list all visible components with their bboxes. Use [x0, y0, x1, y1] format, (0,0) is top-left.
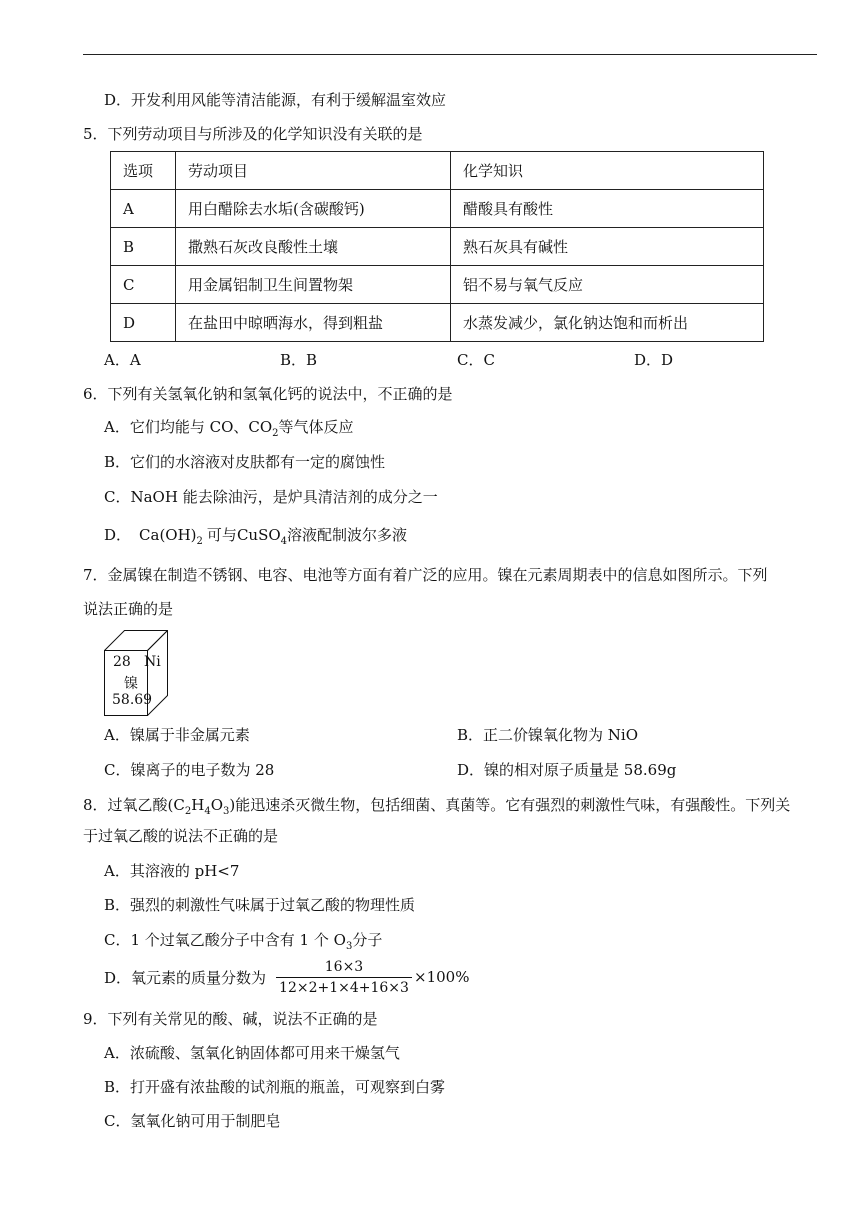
table-cell: C: [111, 266, 176, 304]
q5-answer-c: C．C: [457, 351, 495, 369]
stem-text: O: [210, 796, 224, 814]
fraction-numerator: 16×3: [324, 959, 364, 975]
q5-answer-d: D．D: [634, 351, 674, 369]
atomic-mass: 58.69: [112, 692, 153, 708]
q5-stem: 5．下列劳动项目与所涉及的化学知识没有关联的是: [83, 125, 423, 143]
fraction-bar: [276, 977, 412, 978]
option-text: 溶液配制波尔多液: [287, 526, 408, 544]
q8-option-c: [104, 930, 382, 957]
q4-option-d: D．开发利用风能等清洁能源，有利于缓解温室效应: [104, 91, 447, 109]
q8-option-a: A．其溶液的 pH<7: [104, 862, 240, 880]
table-row: [111, 266, 764, 304]
option-text: C．1 个过氧乙酸分子中含有 1 个 O: [104, 931, 346, 949]
q9-option-c: C．氢氧化钠可用于制肥皂: [104, 1112, 281, 1130]
header-rule: [83, 54, 817, 55]
q7-stem-line2: 说法正确的是: [83, 600, 174, 618]
q8-stem-line2: 于过氧乙酸的说法不正确的是: [83, 827, 279, 845]
q6-option-a: [104, 417, 354, 444]
q7-option-c: C．镍离子的电子数为 28: [104, 761, 275, 779]
stem-text: H: [191, 796, 205, 814]
q7-option-d: D．镍的相对原子质量是 58.69g: [457, 761, 677, 779]
q9-option-a: A．浓硫酸、氢氧化钠固体都可用来干燥氢气: [104, 1044, 400, 1062]
subscript: 4: [204, 806, 211, 817]
q6-option-c: C．NaOH 能去除油污，是炉具清洁剂的成分之一: [104, 488, 438, 506]
stem-text: )能迅速杀灭微生物，包括细菌、真菌等。它有强烈的刺激性气味，有强酸性。下列关: [229, 796, 791, 814]
element-symbol: Ni: [144, 654, 161, 670]
q8-option-b: B．强烈的刺激性气味属于过氧乙酸的物理性质: [104, 896, 416, 914]
q5-answer-b: B．B: [280, 351, 318, 369]
q8-option-d-label: D．氧元素的质量分数为: [104, 969, 267, 987]
atomic-number: 28: [113, 654, 131, 670]
q6-option-d: [104, 525, 407, 552]
subscript: 4: [280, 536, 288, 547]
table-cell: B: [111, 228, 176, 266]
table-cell: 水蒸发减少，氯化钠达饱和而析出: [451, 304, 764, 342]
element-name: 镍: [124, 676, 138, 692]
q7-option-a: A．镍属于非金属元素: [104, 726, 250, 744]
table-header-cell: 化学知识: [451, 152, 764, 190]
q5-table: [110, 151, 764, 342]
table-cell: 熟石灰具有碱性: [451, 228, 764, 266]
option-text: 等气体反应: [278, 418, 354, 436]
option-text: D．: [104, 526, 132, 544]
table-cell: D: [111, 304, 176, 342]
table-cell: A: [111, 190, 176, 228]
q6-option-b: B．它们的水溶液对皮肤都有一定的腐蚀性: [104, 453, 386, 471]
table-cell: 用金属铝制卫生间置物架: [176, 266, 451, 304]
table-header-cell: 劳动项目: [176, 152, 451, 190]
subscript: 2: [184, 806, 192, 817]
table-cell: 用白醋除去水垢(含碳酸钙): [176, 190, 451, 228]
table-row: [111, 190, 764, 228]
table-cell: 醋酸具有酸性: [451, 190, 764, 228]
table-cell: 撒熟石灰改良酸性土壤: [176, 228, 451, 266]
subscript: 2: [196, 536, 203, 547]
q5-answer-a: A．A: [104, 351, 141, 369]
formula: Ca(OH): [139, 526, 197, 544]
subscript: 3: [345, 941, 353, 952]
option-text: 分子: [352, 931, 383, 949]
subscript: 2: [272, 428, 279, 439]
table-row: [111, 228, 764, 266]
stem-text: 8．过氧乙酸(C: [83, 796, 185, 814]
fraction-denominator: 12×2+1×4+16×3: [279, 980, 409, 996]
q9-stem: 9．下列有关常见的酸、碱，说法不正确的是: [83, 1010, 378, 1028]
table-row: [111, 304, 764, 342]
formula: CuSO: [236, 526, 281, 544]
percent-factor: ×100%: [414, 968, 470, 986]
q7-option-b: B．正二价镍氧化物为 NiO: [457, 726, 639, 744]
table-cell: 铝不易与氧气反应: [451, 266, 764, 304]
q7-stem-line1: 7．金属镍在制造不锈钢、电容、电池等方面有着广泛的应用。镍在元素周期表中的信息如图所示。下列: [83, 566, 768, 584]
table-header-row: [111, 152, 764, 190]
subscript: 3: [223, 806, 230, 817]
q8-stem-line1: [83, 795, 790, 822]
option-text: A．它们均能与 CO、CO: [104, 418, 273, 436]
table-header-cell: 选项: [111, 152, 176, 190]
table-cell: 在盐田中晾晒海水，得到粗盐: [176, 304, 451, 342]
q6-stem: 6．下列有关氢氧化钠和氢氧化钙的说法中，不正确的是: [83, 385, 453, 403]
element-cell-nickel: [104, 630, 168, 716]
q9-option-b: B．打开盛有浓盐酸的试剂瓶的瓶盖，可观察到白雾: [104, 1078, 446, 1096]
mass-fraction-formula: [276, 958, 412, 997]
option-text: 可与: [206, 526, 237, 544]
